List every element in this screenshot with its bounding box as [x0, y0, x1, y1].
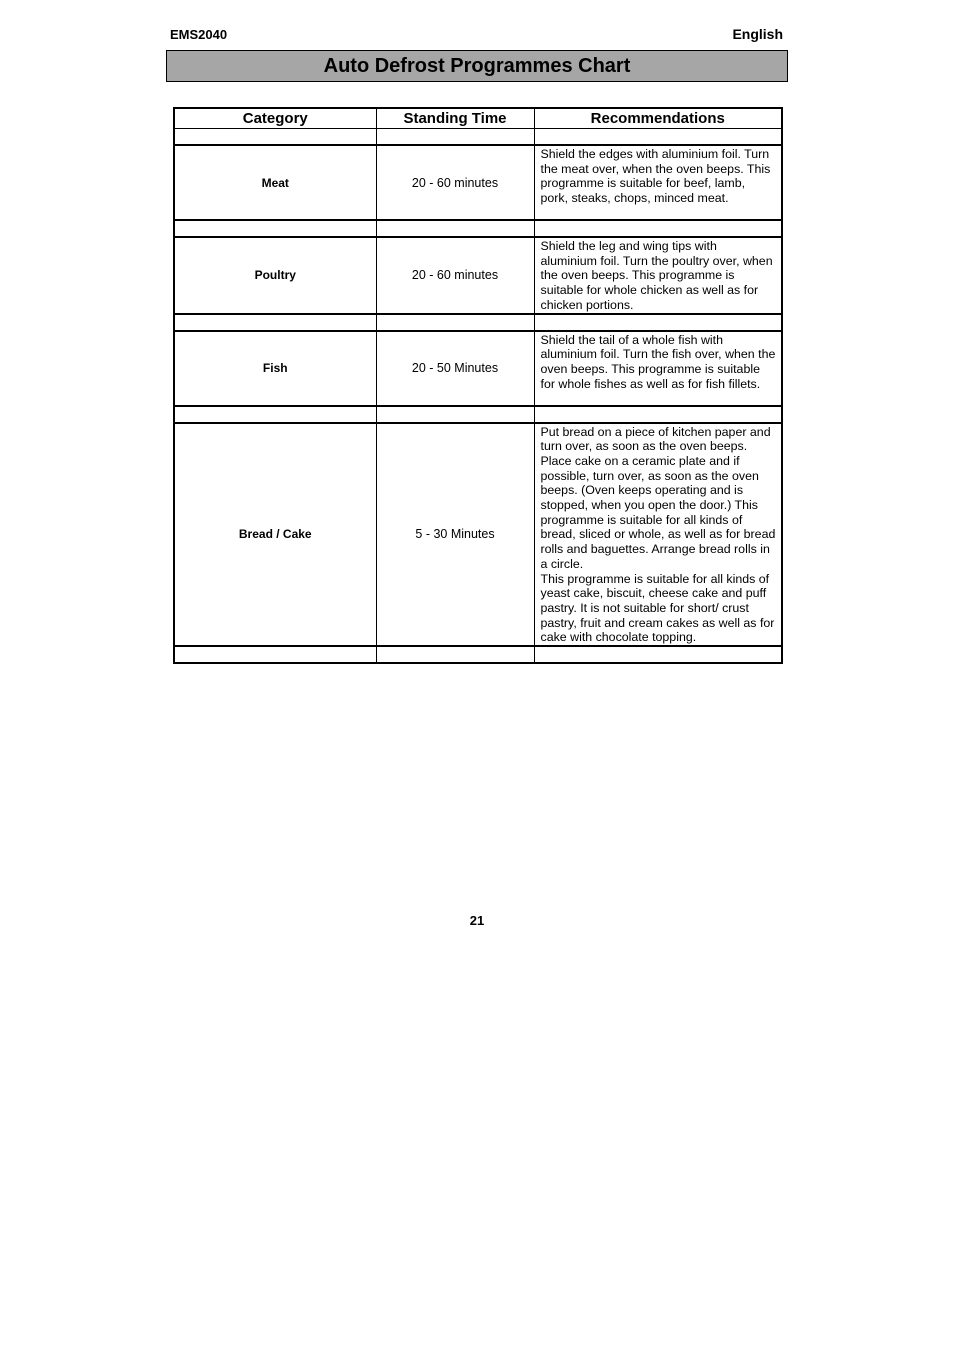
table-row-bread-cake [174, 423, 782, 647]
column-header-standing-time: Standing Time [376, 108, 534, 129]
table-header-row [174, 108, 782, 129]
language-label: English [732, 26, 783, 42]
page-title [166, 50, 788, 82]
defrost-chart-table [173, 107, 783, 664]
standing-time-cell: 20 - 60 minutes [376, 145, 534, 220]
category-cell: Meat [174, 145, 376, 220]
category-cell: Bread / Cake [174, 423, 376, 647]
table-row-poultry [174, 237, 782, 314]
recommendation-cell: Shield the edges with aluminium foil. Turn the meat over, when the oven beeps. This programme is suitable for beef, lamb, pork, steaks, chops, minced meat. [534, 145, 782, 220]
table-row-fish [174, 331, 782, 406]
category-cell: Fish [174, 331, 376, 406]
standing-time-cell: 5 - 30 Minutes [376, 423, 534, 647]
recommendation-paragraph: This programme is suitable for all kinds of yeast cake, biscuit, cheese cake and puff pastry. It is not suitable for short/ crust pastry, fruit and cream cakes as well as for cake with chocolate topping. [540, 571, 775, 645]
spacer-row [174, 406, 782, 423]
table-row-meat [174, 145, 782, 220]
spacer-row [174, 129, 782, 146]
recommendation-cell [534, 423, 782, 647]
standing-time-cell: 20 - 50 Minutes [376, 331, 534, 406]
column-header-recommendations: Recommendations [534, 108, 782, 129]
category-cell: Poultry [174, 237, 376, 314]
model-code: EMS2040 [170, 27, 228, 42]
recommendation-cell: Shield the leg and wing tips with aluminium foil. Turn the poultry over, when the oven beeps. This programme is suitable for whole chicken as well as for chicken portions. [534, 237, 782, 314]
standing-time-cell: 20 - 60 minutes [376, 237, 534, 314]
spacer-row [174, 314, 782, 331]
column-header-category: Category [174, 108, 376, 129]
spacer-row [174, 646, 782, 663]
spacer-row [174, 220, 782, 237]
recommendation-cell: Shield the tail of a whole fish with aluminium foil. Turn the fish over, when the oven beeps. This programme is suitable for whole fishes as well as for fish fillets. [534, 331, 782, 406]
page-title-text: Auto Defrost Programmes Chart [323, 54, 631, 77]
recommendation-paragraph: Put bread on a piece of kitchen paper and turn over, as soon as the oven beeps. Place cake on a ceramic plate and if possible, turn over, as soon as the oven beeps. (Oven keeps operating and is stopped, when you open the door.) This programme is suitable for all kinds of bread, sliced or whole, as well as for bread rolls and baguettes. Arrange bread rolls in a circle. [540, 424, 776, 571]
page-number: 21 [469, 913, 485, 928]
